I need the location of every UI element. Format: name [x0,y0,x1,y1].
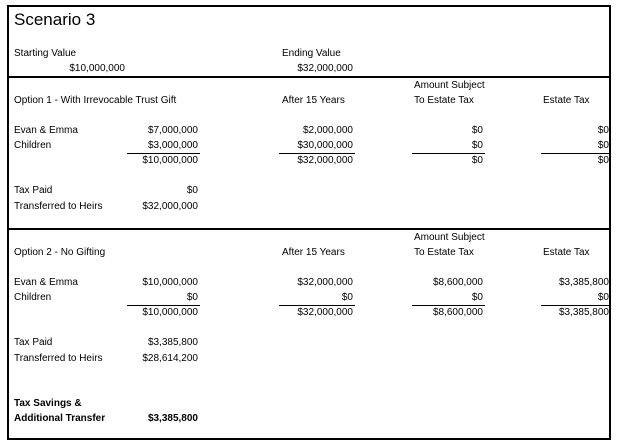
total-rule [279,153,355,154]
option1-row-tax: $0 [597,140,609,151]
option2-total-tax: $3,385,800 [558,307,609,318]
option2-row-name: Children [14,292,52,303]
option2-row-start: $0 [186,292,198,303]
scenario-sheet [7,5,611,440]
section-divider [9,76,609,78]
page-title: Scenario 3 [14,10,96,29]
total-rule [412,153,485,154]
option1-row-after: $30,000,000 [297,140,353,151]
col-header-subject-line1: Amount Subject [414,232,485,243]
option2-row-tax: $0 [597,292,609,303]
ending-value-label: Ending Value [282,48,341,59]
option1-tax-paid: $0 [186,185,198,196]
savings-label-line1: Tax Savings & [14,398,82,409]
col-header-subject-line2: To Estate Tax [414,247,474,258]
option2-total-subject: $8,600,000 [432,307,483,318]
option1-row-start: $3,000,000 [147,140,198,151]
option1-tax-paid-label: Tax Paid [14,185,53,196]
option1-row-tax: $0 [597,125,609,136]
option2-tax-paid-label: Tax Paid [14,337,53,348]
option1-total-after: $32,000,000 [297,155,353,166]
option2-total-start: $10,000,000 [142,307,198,318]
option1-transferred: $32,000,000 [142,201,198,212]
option1-row-after: $2,000,000 [302,125,353,136]
total-rule [541,153,611,154]
col-header-after-years: After 15 Years [282,247,345,258]
option2-row-after: $32,000,000 [297,277,353,288]
starting-value: $10,000,000 [69,63,125,74]
option1-row-subject: $0 [471,125,483,136]
option1-row-start: $7,000,000 [147,125,198,136]
option2-row-tax: $3,385,800 [558,277,609,288]
option1-row-subject: $0 [471,140,483,151]
option1-total-start: $10,000,000 [142,155,198,166]
option2-tax-paid: $3,385,800 [147,337,198,348]
option2-transferred-label: Transferred to Heirs [14,353,103,364]
ending-value: $32,000,000 [297,63,353,74]
option1-total-tax: $0 [597,155,609,166]
col-header-after-years: After 15 Years [282,95,345,106]
option2-label: Option 2 - No Gifting [14,247,106,258]
option2-total-after: $32,000,000 [297,307,353,318]
option2-row-name: Evan & Emma [14,277,78,288]
total-rule [412,305,485,306]
col-header-estate-tax: Estate Tax [543,247,590,258]
col-header-subject-line1: Amount Subject [414,80,485,91]
total-rule [127,153,200,154]
savings-value: $3,385,800 [147,413,198,424]
option2-row-subject: $0 [471,292,483,303]
option1-row-name: Children [14,140,52,151]
section-divider [9,228,609,230]
total-rule [279,305,355,306]
option1-total-subject: $0 [471,155,483,166]
option1-row-name: Evan & Emma [14,125,78,136]
option2-row-subject: $8,600,000 [432,277,483,288]
option1-transferred-label: Transferred to Heirs [14,201,103,212]
option2-row-start: $10,000,000 [142,277,198,288]
total-rule [541,305,611,306]
starting-value-label: Starting Value [14,48,77,59]
option2-row-after: $0 [341,292,353,303]
col-header-estate-tax: Estate Tax [543,95,590,106]
col-header-subject-line2: To Estate Tax [414,95,474,106]
option2-transferred: $28,614,200 [142,353,198,364]
total-rule [127,305,200,306]
savings-label-line2: Additional Transfer [14,413,106,424]
option1-label: Option 1 - With Irrevocable Trust Gift [14,95,177,106]
